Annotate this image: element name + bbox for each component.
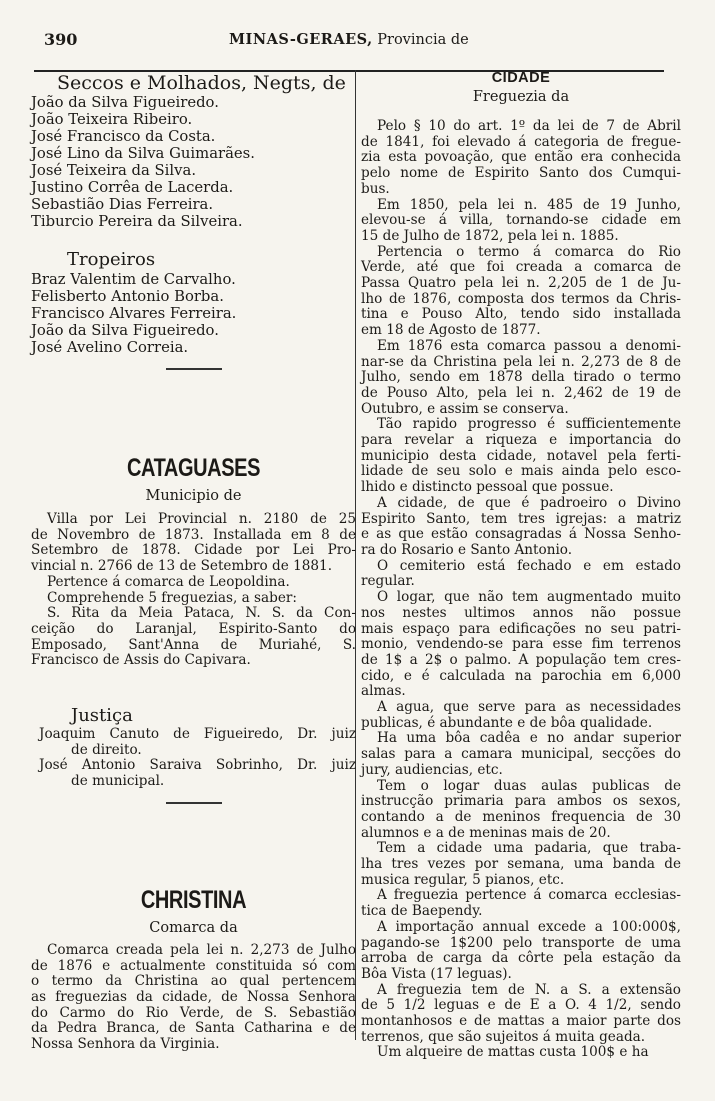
paragraph-line: de 1841, foi elevado á categoria de fregue-: [361, 133, 681, 150]
paragraph-line: Pelo § 10 do art. 1º da lei de 7 de Abril: [377, 118, 681, 134]
paragraph-line: O cemiterio está fechado e em estado: [377, 557, 681, 574]
paragraph-line: salas para a camara municipal, secções do: [361, 746, 681, 763]
paragraph-line: Pertencia o termo á comarca do Rio: [377, 243, 681, 260]
paragraph-line: mais espaço para edificações no seu patri-: [361, 620, 681, 637]
paragraph-line: alumnos e a de meninas mais de 20.: [361, 824, 611, 841]
paragraph-line: do Carmo do Rio Verde, de S. Sebastião: [31, 1004, 356, 1021]
cataguases-title: CATAGUASES: [126, 454, 261, 482]
paragraph-line: 15 de Julho de 1872, pela lei n. 1885.: [361, 227, 619, 244]
paragraph-line: Ha uma bôa cadêa e no andar superior: [377, 730, 681, 747]
paragraph-line: tina e Pouso Alto, tendo sido installada: [361, 306, 681, 323]
paragraph-line: A cidade, de que é padroeiro o Divino: [377, 494, 681, 511]
paragraph-line: bus.: [361, 180, 390, 197]
official-entry-line: de direito.: [71, 741, 142, 758]
paragraph-line: de 5 1/2 leguas e de E a O. 4 1/2, sendo: [361, 997, 681, 1014]
official-entry-line: de municipal.: [71, 773, 165, 790]
paragraph-line: lha tres vezes por semana, uma banda de: [361, 856, 681, 873]
justica-heading: Justiça: [71, 705, 133, 727]
name-entry: José Avelino Correia.: [31, 339, 189, 356]
running-title-bold: MINAS-GERAES,: [229, 31, 373, 48]
paragraph-line: cido, e é calculada na parochia em 6,000: [361, 667, 681, 684]
paragraph-line: Emposado, Sant'Anna de Muriahé, S.: [31, 636, 356, 653]
paragraph-line: Pertence á comarca de Leopoldina.: [47, 573, 290, 590]
paragraph-line: A freguezia tem de N. a S. a extensão: [377, 981, 681, 998]
paragraph-line: e as que estão consagradas á Nossa Senho-: [361, 526, 681, 543]
paragraph-line: da Pedra Branca, de Santa Catharina e de: [31, 1020, 356, 1037]
paragraph-line: ra do Rosario e Santo Antonio.: [361, 541, 573, 558]
paragraph-line: Outubro, e assim se conserva.: [361, 400, 569, 417]
name-entry: Felisberto Antonio Borba.: [31, 288, 224, 305]
name-entry: João da Silva Figueiredo.: [31, 94, 219, 111]
paragraph-line: tica de Baependy.: [361, 903, 483, 920]
paragraph-line: A importação annual excede a 100:000$,: [377, 918, 681, 935]
name-entry: João da Silva Figueiredo.: [31, 322, 219, 339]
tropeiros-list: [31, 271, 356, 356]
paragraph-line: A agua, que serve para as necessidades: [377, 699, 681, 716]
paragraph-line: Tem o logar duas aulas publicas de: [377, 777, 681, 794]
paragraph-line: instrucção primaria para ambos os sexos,: [361, 793, 681, 810]
paragraph-line: jury, audiencias, etc.: [361, 761, 503, 778]
paragraph-line: contando a de meninos frequencia de 30: [361, 808, 681, 825]
official-entry-line: José Antonio Saraiva Sobrinho, Dr. juiz: [39, 757, 356, 774]
cataguases-body: [31, 512, 356, 669]
paragraph-line: municipio desta cidade, notavel pela ferti-: [361, 447, 681, 464]
cidade-subheading: Freguezia da: [472, 89, 570, 105]
paragraph-line: para revelar a riqueza e importancia do: [361, 432, 681, 449]
paragraph-line: lho de 1876, composta dos termos da Chris-: [361, 290, 681, 307]
paragraph-line: arroba de carga da côrte pela estação da: [361, 950, 681, 967]
name-entry: Braz Valentim de Carvalho.: [31, 271, 236, 288]
paragraph-line: Julho, sendo em 1878 della tirado o termo: [361, 369, 681, 386]
paragraph-line: regular.: [361, 573, 415, 590]
paragraph-line: montanhosos e de mattas a maior parte dos: [361, 1013, 681, 1030]
paragraph-line: publicas, é abundante e de bôa qualidade.: [361, 714, 653, 731]
paragraph-line: vincial n. 2766 de 13 de Setembro de 1881.: [31, 558, 333, 575]
paragraph-line: de Pouso Alto, pela lei n. 2,462 de 19 de: [361, 384, 681, 401]
justica-list: [39, 727, 356, 790]
paragraph-line: nar-se da Christina pela lei n. 2,273 de 8 de: [361, 353, 681, 370]
paragraph-line: monio, vendendo-se para esse fim terrenos: [361, 636, 681, 653]
paragraph-line: Comarca creada pela lei n. 2,273 de Julho: [47, 941, 356, 958]
paragraph-line: Um alqueire de mattas custa 100$ e ha: [377, 1044, 649, 1061]
paragraph-line: A freguezia pertence á comarca ecclesias-: [377, 887, 681, 904]
paragraph-line: musica regular, 5 pianos, etc.: [361, 871, 565, 888]
cidade-text: [361, 119, 681, 1061]
right-column: [361, 70, 681, 1061]
page-number: 390: [44, 30, 78, 49]
paragraph-line: Francisco de Assis do Capivara.: [31, 652, 251, 669]
paragraph-line: nos nestes ultimos annos não possue: [361, 604, 681, 621]
paragraph-line: pagando-se 1$200 pelo transporte de uma: [361, 934, 681, 951]
paragraph-line: de 1876 e actualmente constituida só com: [31, 957, 356, 974]
paragraph-line: Espirito Santo, tem tres igrejas: a matriz: [361, 510, 681, 527]
paragraph-line: de Novembro de 1873. Installada em 8 de: [31, 526, 356, 543]
seccos-heading: Seccos e Molhados, Negts, de: [57, 72, 346, 94]
running-title: [229, 31, 469, 48]
paragraph-line: Tão rapido progresso é sufficientemente: [377, 416, 681, 433]
cataguases-subtitle: Municipio de: [145, 488, 242, 504]
paragraph-line: pelo nome de Espirito Santo dos Cumqui-: [361, 165, 681, 182]
christina-title: CHRISTINA: [140, 885, 247, 914]
paragraph-line: Villa por Lei Provincial n. 2180 de 25: [47, 511, 356, 527]
paragraph-line: Verde, até que foi creada a comarca de: [361, 259, 681, 276]
seccos-list: [31, 94, 356, 230]
name-entry: José Francisco da Costa.: [31, 128, 216, 145]
page-header: [0, 22, 715, 50]
left-column: [31, 60, 356, 1053]
paragraph-line: Setembro de 1878. Cidade por Lei Pro-: [31, 542, 356, 559]
paragraph-line: Bôa Vista (17 leguas).: [361, 965, 512, 982]
christina-subtitle: Comarca da: [149, 919, 238, 936]
name-entry: João Teixeira Ribeiro.: [31, 111, 193, 128]
christina-body: [31, 943, 356, 1053]
tropeiros-heading: Tropeiros: [67, 249, 156, 270]
paragraph-line: lhido e distincto pessoal que possue.: [361, 479, 614, 496]
paragraph-line: Nossa Senhora da Virginia.: [31, 1036, 220, 1053]
name-entry: Tiburcio Pereira da Silveira.: [31, 213, 243, 230]
paragraph-line: lidade de seu solo e mais ainda pelo esco-: [361, 463, 681, 480]
paragraph-line: Comprehende 5 freguezias, a saber:: [47, 589, 297, 606]
paragraph-line: almas.: [361, 683, 406, 700]
paragraph-line: Em 1850, pela lei n. 485 de 19 Junho,: [377, 196, 681, 213]
name-entry: José Teixeira da Silva.: [31, 162, 197, 179]
official-entry-line: Joaquim Canuto de Figueiredo, Dr. juiz: [39, 726, 356, 743]
paragraph-line: O logar, que não tem augmentado muito: [377, 589, 681, 606]
name-entry: Sebastião Dias Ferreira.: [31, 196, 214, 213]
paragraph-line: S. Rita da Meia Pataca, N. S. da Con-: [47, 605, 356, 622]
name-entry: Justino Corrêa de Lacerda.: [31, 179, 234, 196]
running-title-rest: Provincia de: [372, 32, 469, 48]
cidade-heading: CIDADE: [491, 70, 551, 86]
name-entry: Francisco Alvares Ferreira.: [31, 305, 237, 322]
paragraph-line: ceição do Laranjal, Espirito-Santo do: [31, 620, 356, 637]
paragraph-line: o termo da Christina ao qual pertencem: [31, 973, 356, 990]
name-entry: José Lino da Silva Guimarães.: [31, 145, 255, 162]
paragraph-line: Passa Quatro pela lei n. 2,205 de 1 de Ju-: [361, 275, 681, 292]
paragraph-line: de 1$ a 2$ o palmo. A população tem cres-: [361, 651, 681, 668]
paragraph-line: zia esta povoação, que então era conhecida: [361, 149, 681, 166]
paragraph-line: elevou-se á villa, tornando-se cidade em: [361, 212, 681, 229]
paragraph-line: Tem a cidade uma padaria, que traba-: [377, 840, 681, 857]
paragraph-line: em 18 de Agosto de 1877.: [361, 322, 541, 339]
paragraph-line: Em 1876 esta comarca passou a denomi-: [377, 337, 681, 354]
paragraph-line: terrenos, que são sujeitos á muita geada.: [361, 1028, 646, 1045]
paragraph-line: as freguezias da cidade, de Nossa Senhora: [31, 988, 356, 1005]
